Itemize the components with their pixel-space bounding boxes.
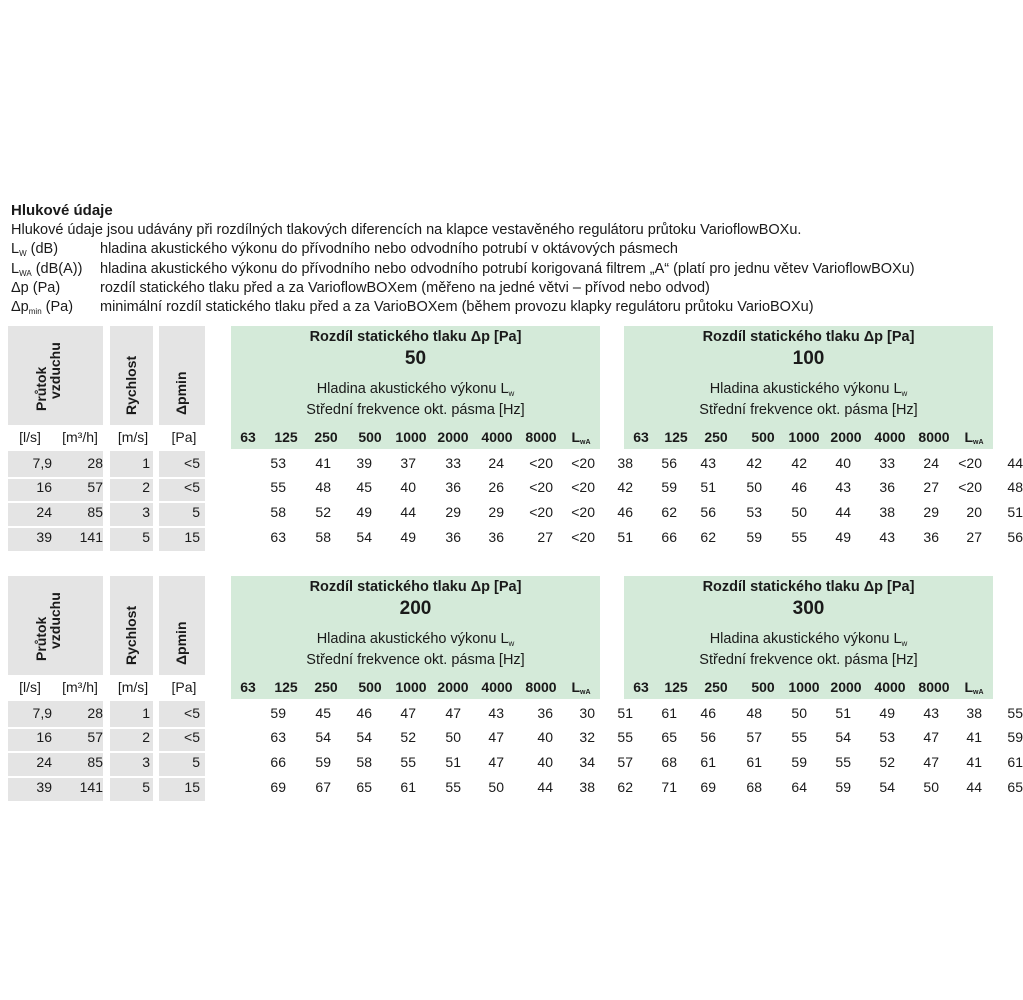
data-cell: 44 xyxy=(537,779,553,795)
lwa-header xyxy=(556,679,606,696)
freq-header: 1000 xyxy=(788,429,820,445)
data-cell: 42 xyxy=(746,455,762,471)
legend-description: hladina akustického výkonu do přívodního nebo odvodního potrubí korigovaná filtrem „A“ (platí pro jednu větev VarioflowBOXu) xyxy=(100,261,915,277)
data-cell: 58 xyxy=(315,529,331,545)
freq-header: 1000 xyxy=(395,679,427,695)
left-cell: 7,9 xyxy=(32,705,52,721)
unit-label: [l/s] xyxy=(19,429,41,445)
freq-header: 4000 xyxy=(874,679,906,695)
lwa-sub: wA xyxy=(973,439,984,446)
data-cell: 55 xyxy=(445,779,461,795)
data-cell: 61 xyxy=(661,705,677,721)
data-cell: 68 xyxy=(661,754,677,770)
data-cell: 40 xyxy=(537,754,553,770)
data-cell: 49 xyxy=(400,529,416,545)
data-cell: 29 xyxy=(445,504,461,520)
data-cell: 50 xyxy=(791,705,807,721)
left-cell: 15 xyxy=(184,529,200,545)
freq-header: 63 xyxy=(633,429,649,445)
data-cell: 44 xyxy=(400,504,416,520)
left-cell: 39 xyxy=(36,529,52,545)
pressure-block xyxy=(231,576,633,801)
data-cell: 44 xyxy=(966,779,982,795)
freq-header: 1000 xyxy=(788,679,820,695)
freq-header: 63 xyxy=(240,429,256,445)
data-cell: 41 xyxy=(315,455,331,471)
freq-header: 2000 xyxy=(437,429,469,445)
data-cell: 58 xyxy=(270,504,286,520)
freq-header: 2000 xyxy=(830,679,862,695)
freq-header: 4000 xyxy=(481,679,513,695)
data-cell: 54 xyxy=(879,779,895,795)
freq-header: 2000 xyxy=(437,679,469,695)
data-cell: 62 xyxy=(617,779,633,795)
dpmin-header: Δpmin xyxy=(173,371,189,415)
data-cell: 38 xyxy=(879,504,895,520)
left-cell: 5 xyxy=(192,754,200,770)
data-cell: <20 xyxy=(529,455,553,471)
data-cell: 43 xyxy=(488,705,504,721)
data-cell: 66 xyxy=(270,754,286,770)
data-cell: 27 xyxy=(537,529,553,545)
data-cell: 26 xyxy=(488,479,504,495)
flow-header-line1: Průtok xyxy=(33,616,49,661)
left-cell: <5 xyxy=(184,479,200,495)
data-cell: 49 xyxy=(835,529,851,545)
data-cell: 71 xyxy=(661,779,677,795)
subtitle-text: Hladina akustického výkonu L xyxy=(709,631,902,647)
left-cell: 1 xyxy=(142,705,150,721)
data-cell: 65 xyxy=(1007,779,1023,795)
left-cell: 141 xyxy=(79,529,103,545)
data-cell: 56 xyxy=(700,504,716,520)
flow-header xyxy=(34,592,62,661)
data-cell: 61 xyxy=(746,754,762,770)
subtitle-text: Hladina akustického výkonu L xyxy=(316,381,509,397)
data-cell: 36 xyxy=(923,529,939,545)
lwa-label: L xyxy=(964,429,974,445)
left-cell: 16 xyxy=(36,479,52,495)
pressure-block xyxy=(624,576,1023,801)
block-subtitle xyxy=(231,631,600,669)
data-cell: 45 xyxy=(315,705,331,721)
left-cell: 85 xyxy=(87,754,103,770)
row-separator xyxy=(8,526,205,528)
data-cell: 50 xyxy=(445,729,461,745)
flow-header-line1: Průtok xyxy=(33,366,49,411)
data-cell: 63 xyxy=(270,729,286,745)
left-cell: 57 xyxy=(87,729,103,745)
freq-header: 4000 xyxy=(481,429,513,445)
legend-symbol: Δp (Pa) xyxy=(11,280,61,296)
left-cell: 5 xyxy=(142,779,150,795)
left-cell: 24 xyxy=(36,504,52,520)
data-cell: 61 xyxy=(1007,754,1023,770)
pressure-value: 100 xyxy=(792,348,825,369)
freq-header: 125 xyxy=(664,429,688,445)
data-cell: 66 xyxy=(661,529,677,545)
data-cell: 48 xyxy=(1007,479,1023,495)
data-cell: <20 xyxy=(958,479,982,495)
data-cell: 54 xyxy=(356,529,372,545)
freq-header: 250 xyxy=(314,679,338,695)
unit-label: [m³/h] xyxy=(62,429,98,445)
legend-symbol: $\Delta p_{min}$ (Pa) xyxy=(11,299,74,316)
legend-description: rozdíl statického tlaku před a za VarioflowBOXem (měřeno na jedné větvi – přívod nebo odvod) xyxy=(100,280,710,296)
legend-description: hladina akustického výkonu do přívodního nebo odvodního potrubí v oktávových pásmech xyxy=(100,241,678,257)
data-cell: 47 xyxy=(445,705,461,721)
row-separator xyxy=(8,776,205,778)
left-cell: <5 xyxy=(184,455,200,471)
data-cell: 46 xyxy=(700,705,716,721)
data-cell: 51 xyxy=(617,705,633,721)
block-subtitle xyxy=(624,381,993,419)
data-cell: <20 xyxy=(571,504,595,520)
lwa-header xyxy=(949,429,999,446)
block-title: Rozdíl statického tlaku Δp [Pa] xyxy=(309,579,522,595)
left-cell: 1 xyxy=(142,455,150,471)
data-cell: 55 xyxy=(400,754,416,770)
data-cell: 27 xyxy=(966,529,982,545)
freq-header: 125 xyxy=(664,679,688,695)
data-cell: 43 xyxy=(879,529,895,545)
data-cell: 46 xyxy=(791,479,807,495)
data-cell: 47 xyxy=(400,705,416,721)
freq-header: 500 xyxy=(358,429,382,445)
flow-header-line2: vzduchu xyxy=(47,342,63,399)
unit-label: [m/s] xyxy=(117,429,149,445)
data-cell: 27 xyxy=(923,479,939,495)
data-cell: 59 xyxy=(315,754,331,770)
data-cell: <20 xyxy=(529,504,553,520)
freq-header: 500 xyxy=(358,679,382,695)
subtitle-text-2: Střední frekvence okt. pásma [Hz] xyxy=(306,402,525,418)
lwa-label: L xyxy=(571,429,581,445)
freq-header: 8000 xyxy=(525,429,557,445)
data-cell: 41 xyxy=(966,754,982,770)
data-cell: 50 xyxy=(488,779,504,795)
freq-header: 4000 xyxy=(874,429,906,445)
data-cell: 69 xyxy=(700,779,716,795)
data-cell: <20 xyxy=(958,455,982,471)
data-cell: 54 xyxy=(356,729,372,745)
data-cell: 49 xyxy=(356,504,372,520)
data-cell: 59 xyxy=(661,479,677,495)
left-cell: 28 xyxy=(87,705,103,721)
freq-header: 500 xyxy=(751,429,775,445)
data-cell: 45 xyxy=(356,479,372,495)
data-cell: 59 xyxy=(746,529,762,545)
freq-header: 500 xyxy=(751,679,775,695)
subtitle-sub: w xyxy=(901,639,908,648)
flow-header xyxy=(34,342,62,411)
data-cell: 55 xyxy=(270,479,286,495)
subtitle-text-2: Střední frekvence okt. pásma [Hz] xyxy=(306,652,525,668)
data-cell: 42 xyxy=(617,479,633,495)
data-cell: 62 xyxy=(661,504,677,520)
data-cell: 37 xyxy=(400,455,416,471)
data-cell: 36 xyxy=(445,479,461,495)
data-cell: 68 xyxy=(746,779,762,795)
data-cell: 54 xyxy=(315,729,331,745)
freq-header: 250 xyxy=(704,429,728,445)
data-cell: 42 xyxy=(791,455,807,471)
left-cell: 39 xyxy=(36,779,52,795)
legend-lwa xyxy=(11,260,991,280)
data-cell: 57 xyxy=(746,729,762,745)
data-cell: 34 xyxy=(579,754,595,770)
freq-header: 8000 xyxy=(525,679,557,695)
data-cell: 56 xyxy=(661,455,677,471)
freq-header: 63 xyxy=(240,679,256,695)
left-cell: 57 xyxy=(87,479,103,495)
legend-dpmin xyxy=(11,298,991,318)
flow-header-line2: vzduchu xyxy=(47,592,63,649)
left-cell: 3 xyxy=(142,754,150,770)
data-cell: 55 xyxy=(835,754,851,770)
data-cell: 29 xyxy=(488,504,504,520)
data-cell: 65 xyxy=(661,729,677,745)
data-cell: 49 xyxy=(879,705,895,721)
intro-text: Hlukové údaje jsou udávány při rozdílných tlakových diferencích na klapce vestavěného regulátoru průtoku VarioflowBOXu. xyxy=(11,222,802,238)
data-cell: 50 xyxy=(746,479,762,495)
freq-header: 1000 xyxy=(395,429,427,445)
data-cell: 52 xyxy=(315,504,331,520)
data-cell: 58 xyxy=(356,754,372,770)
data-cell: 43 xyxy=(835,479,851,495)
data-cell: 50 xyxy=(923,779,939,795)
left-cell: 24 xyxy=(36,754,52,770)
data-cell: <20 xyxy=(529,479,553,495)
data-cell: 52 xyxy=(879,754,895,770)
data-cell: <20 xyxy=(571,529,595,545)
row-separator xyxy=(8,501,205,503)
row-separator xyxy=(8,751,205,753)
left-cell: 16 xyxy=(36,729,52,745)
left-cell: 141 xyxy=(79,779,103,795)
data-cell: 40 xyxy=(835,455,851,471)
data-cell: 62 xyxy=(700,529,716,545)
data-cell: 61 xyxy=(400,779,416,795)
freq-header: 8000 xyxy=(918,429,950,445)
data-cell: 63 xyxy=(270,529,286,545)
data-cell: 51 xyxy=(1007,504,1023,520)
left-cell: 5 xyxy=(142,529,150,545)
data-cell: 67 xyxy=(315,779,331,795)
left-cell: 85 xyxy=(87,504,103,520)
subtitle-sub: w xyxy=(508,389,515,398)
lwa-label: L xyxy=(571,679,581,695)
data-cell: 33 xyxy=(445,455,461,471)
data-cell: 51 xyxy=(700,479,716,495)
data-cell: 38 xyxy=(966,705,982,721)
legend-description: minimální rozdíl statického tlaku před a za VarioBOXem (během provozu klapky regulátoru průtoku VarioBOXu) xyxy=(100,299,814,315)
data-cell: 56 xyxy=(700,729,716,745)
speed-header: Rychlost xyxy=(123,355,139,415)
data-cell: 41 xyxy=(966,729,982,745)
pressure-value: 300 xyxy=(792,598,825,619)
lwa-label: L xyxy=(964,679,974,695)
left-cell: 3 xyxy=(142,504,150,520)
legend-lw xyxy=(11,240,991,260)
lwa-header xyxy=(556,429,606,446)
data-cell: 69 xyxy=(270,779,286,795)
data-cell: 30 xyxy=(579,705,595,721)
data-cell: 46 xyxy=(617,504,633,520)
data-cell: 36 xyxy=(445,529,461,545)
data-cell: 36 xyxy=(537,705,553,721)
unit-label: [m/s] xyxy=(117,679,149,695)
unit-label: [Pa] xyxy=(171,679,197,695)
data-cell: 36 xyxy=(879,479,895,495)
subtitle-sub: w xyxy=(901,389,908,398)
data-cell: 53 xyxy=(746,504,762,520)
data-cell: 40 xyxy=(400,479,416,495)
data-cell: 57 xyxy=(617,754,633,770)
freq-header: 2000 xyxy=(830,429,862,445)
dpmin-header: Δpmin xyxy=(173,621,189,665)
block-subtitle xyxy=(231,381,600,419)
data-cell: 24 xyxy=(488,455,504,471)
block-subtitle xyxy=(624,631,993,669)
data-cell: 59 xyxy=(1007,729,1023,745)
data-cell: 38 xyxy=(579,779,595,795)
left-cell: <5 xyxy=(184,705,200,721)
data-cell: 51 xyxy=(445,754,461,770)
data-cell: 55 xyxy=(617,729,633,745)
data-cell: 33 xyxy=(879,455,895,471)
data-cell: 48 xyxy=(315,479,331,495)
data-cell: 55 xyxy=(791,729,807,745)
data-cell: 54 xyxy=(835,729,851,745)
data-cell: 44 xyxy=(1007,455,1023,471)
data-cell: 61 xyxy=(700,754,716,770)
noise-table xyxy=(0,576,1023,801)
subtitle-sub: w xyxy=(508,639,515,648)
data-cell: 56 xyxy=(1007,529,1023,545)
data-cell: 43 xyxy=(700,455,716,471)
data-cell: 44 xyxy=(835,504,851,520)
data-cell: 59 xyxy=(270,705,286,721)
freq-header: 125 xyxy=(274,429,298,445)
data-cell: 43 xyxy=(923,705,939,721)
data-cell: 59 xyxy=(835,779,851,795)
data-cell: 32 xyxy=(579,729,595,745)
data-cell: 40 xyxy=(537,729,553,745)
data-cell: 55 xyxy=(1007,705,1023,721)
left-cell: 7,9 xyxy=(32,455,52,471)
freq-header: 8000 xyxy=(918,679,950,695)
left-cell: 5 xyxy=(192,504,200,520)
data-cell: 55 xyxy=(791,529,807,545)
data-cell: 64 xyxy=(791,779,807,795)
freq-header: 63 xyxy=(633,679,649,695)
data-cell: 47 xyxy=(923,754,939,770)
data-cell: 29 xyxy=(923,504,939,520)
subtitle-text: Hladina akustického výkonu L xyxy=(709,381,902,397)
data-cell: 65 xyxy=(356,779,372,795)
lwa-sub: wA xyxy=(580,689,591,696)
lwa-header xyxy=(949,679,999,696)
noise-table xyxy=(0,326,1023,551)
subtitle-text: Hladina akustického výkonu L xyxy=(316,631,509,647)
data-cell: 53 xyxy=(270,455,286,471)
data-cell: 48 xyxy=(746,705,762,721)
data-cell: 47 xyxy=(488,754,504,770)
block-title: Rozdíl statického tlaku Δp [Pa] xyxy=(702,579,915,595)
data-cell: <20 xyxy=(571,479,595,495)
block-title: Rozdíl statického tlaku Δp [Pa] xyxy=(702,329,915,345)
data-cell: 39 xyxy=(356,455,372,471)
pressure-value: 200 xyxy=(399,598,432,619)
freq-header: 250 xyxy=(314,429,338,445)
data-cell: 20 xyxy=(966,504,982,520)
data-cell: 51 xyxy=(617,529,633,545)
subtitle-text-2: Střední frekvence okt. pásma [Hz] xyxy=(699,402,918,418)
data-cell: 46 xyxy=(356,705,372,721)
block-title: Rozdíl statického tlaku Δp [Pa] xyxy=(309,329,522,345)
data-cell: 51 xyxy=(835,705,851,721)
data-cell: <20 xyxy=(571,455,595,471)
data-cell: 50 xyxy=(791,504,807,520)
data-cell: 47 xyxy=(923,729,939,745)
left-cell: 2 xyxy=(142,729,150,745)
pressure-value: 50 xyxy=(404,348,427,369)
left-cell: 28 xyxy=(87,455,103,471)
speed-header: Rychlost xyxy=(123,605,139,665)
legend-symbol: $L_W$ (dB) xyxy=(11,241,59,258)
subtitle-text-2: Střední frekvence okt. pásma [Hz] xyxy=(699,652,918,668)
data-cell: 52 xyxy=(400,729,416,745)
freq-header: 250 xyxy=(704,679,728,695)
unit-label: [m³/h] xyxy=(62,679,98,695)
lwa-sub: wA xyxy=(973,689,984,696)
freq-header: 125 xyxy=(274,679,298,695)
data-cell: 53 xyxy=(879,729,895,745)
unit-label: [Pa] xyxy=(171,429,197,445)
legend-symbol: $L_{WA}$ (dB(A)) xyxy=(11,261,83,278)
data-cell: 36 xyxy=(488,529,504,545)
left-cell: 2 xyxy=(142,479,150,495)
data-cell: 59 xyxy=(791,754,807,770)
data-cell: 24 xyxy=(923,455,939,471)
pressure-block xyxy=(624,326,1023,551)
left-cell: 15 xyxy=(184,779,200,795)
unit-label: [l/s] xyxy=(19,679,41,695)
data-cell: 47 xyxy=(488,729,504,745)
data-cell: 38 xyxy=(617,455,633,471)
left-cell: <5 xyxy=(184,729,200,745)
lwa-sub: wA xyxy=(580,439,591,446)
legend-dp xyxy=(11,279,991,299)
pressure-block xyxy=(231,326,633,551)
page-title: Hlukové údaje xyxy=(11,202,113,219)
